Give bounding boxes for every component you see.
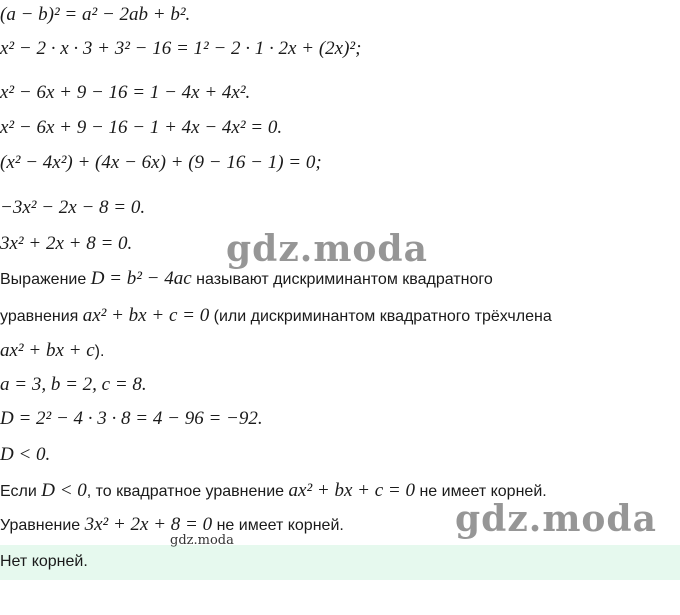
coefficients-line: a = 3, b = 2, c = 8.	[0, 374, 147, 395]
math-fragment: D = b² − 4ac	[90, 268, 192, 289]
math-fragment: ax² + bx + c = 0	[82, 305, 210, 326]
watermark-small: gdz.moda	[170, 533, 234, 548]
answer-text: Нет корней.	[0, 553, 88, 570]
equation-line-4: x² − 6x + 9 − 16 − 1 + 4x − 4x² = 0.	[0, 117, 283, 138]
text-fragment: , то квадратное уравнение	[86, 483, 289, 500]
equation-line-2: x² − 2 · x · 3 + 3² − 16 = 1² − 2 · 1 · 2x + (2x)²;	[0, 38, 362, 59]
equation-line-6: −3x² − 2x − 8 = 0.	[0, 197, 146, 218]
equation-line-7: 3x² + 2x + 8 = 0.	[0, 233, 133, 254]
text-fragment: ).	[94, 343, 105, 360]
text-fragment: не имеет корней.	[415, 483, 547, 500]
text-fragment: Выражение	[0, 271, 91, 288]
text-fragment: называют дискриминантом квадратного	[191, 271, 493, 288]
watermark-logo: gdz.moda	[226, 228, 428, 270]
discriminant-sign: D < 0.	[0, 444, 51, 465]
text-fragment: (или дискриминантом квадратного трёхчлена	[209, 308, 552, 325]
formula-square-difference: (a − b)² = a² − 2ab + b².	[0, 4, 191, 25]
equation-line-3: x² − 6x + 9 − 16 = 1 − 4x + 4x².	[0, 82, 251, 103]
math-fragment: ax² + bx + c	[0, 340, 95, 361]
text-fragment: Уравнение	[0, 517, 85, 534]
equation-line-5: (x² − 4x²) + (4x − 6x) + (9 − 16 − 1) = 0;	[0, 152, 322, 173]
discriminant-definition-line-1	[0, 268, 493, 290]
math-fragment: 3x² + 2x + 8 = 0	[84, 514, 213, 535]
watermark-logo: gdz.moda	[455, 498, 657, 540]
answer-box	[0, 545, 680, 580]
discriminant-calculation: D = 2² − 4 · 3 · 8 = 4 − 96 = −92.	[0, 408, 263, 429]
math-fragment: ax² + bx + c = 0	[288, 480, 415, 501]
text-fragment: уравнения	[0, 308, 83, 325]
text-fragment: не имеет корней.	[212, 517, 344, 534]
discriminant-definition-line-2	[0, 305, 552, 327]
discriminant-definition-line-3	[0, 340, 104, 362]
text-fragment: Если	[0, 483, 42, 500]
math-fragment: D < 0	[41, 480, 87, 501]
